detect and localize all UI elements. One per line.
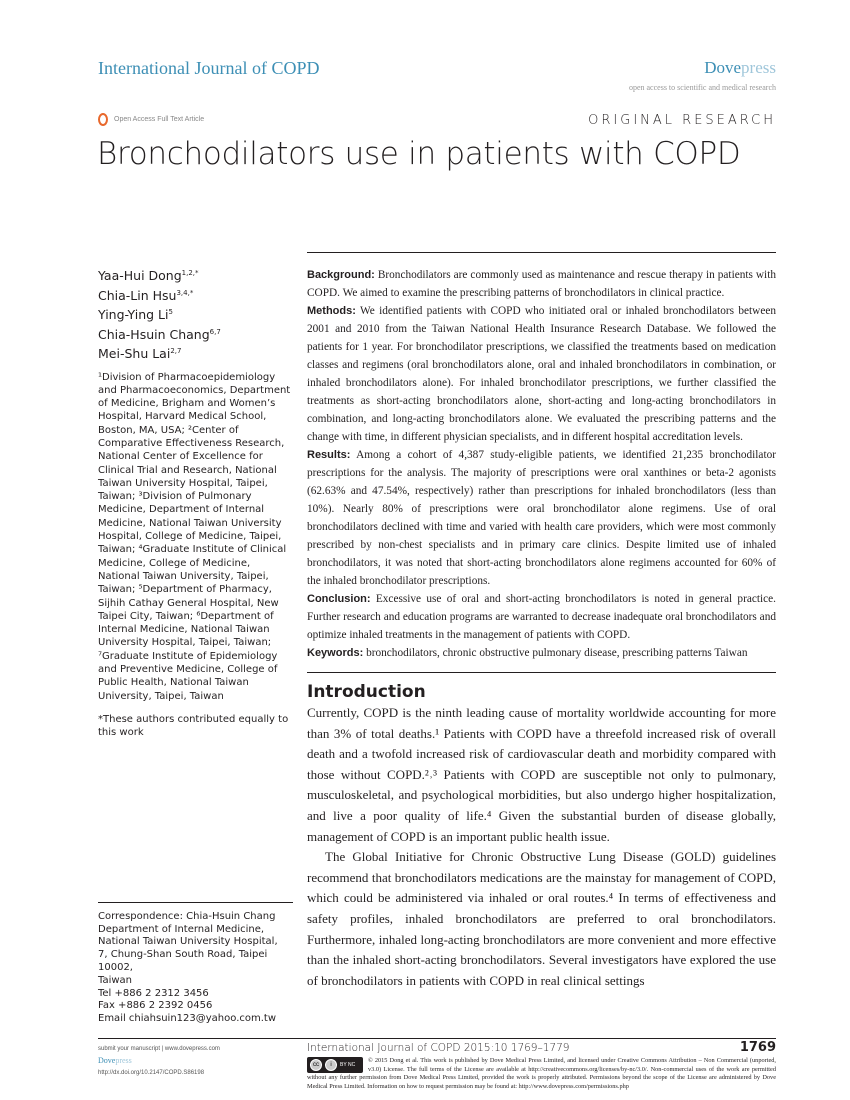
submit-link[interactable]: submit your manuscript | www.dovepress.com	[98, 1046, 220, 1052]
by-icon: i	[325, 1059, 337, 1071]
correspondence-line: 7, Chung-Shan South Road, Taipei 10002,	[98, 949, 268, 974]
doi-link[interactable]: http://dx.doi.org/10.2147/COPD.S86198	[98, 1070, 205, 1076]
author: Chia-Hsuin Chang$^{6,7}$	[98, 326, 221, 342]
cc-icon: cc	[310, 1059, 322, 1071]
author: Ying-Ying Li$^5$	[98, 307, 173, 322]
footer-divider	[98, 1038, 776, 1039]
abstract-methods: Methods: We identified patients with COPD who initiated oral or inhaled bronchodilators between 2001 and 2010 from the Taiwan National Health Insurance Research Database. We followed the patients for 1 year. For bronchodilator prescriptions, we classified the treatments based on medication classes and regimens (oral bronchodilators alone, oral and inhaled bronchodilators in combination, or inhaled bronchodilators alone). For inhaled bronchodilator prescriptions, we further classified the treatments as short-acting bronchodilators alone, short-acting and long-acting bronchodilators in combination, and long-acting bronchodilators alone. We evaluated the prescribing patterns and the change with time, in different physician specialists, and in different hospital accreditation levels.	[307, 305, 776, 443]
license-text: © 2015 Dong et al. This work is published by Dove Medical Press Limited, and licensed under Creative Commons Attribution – Non Commercial (unported, v3.0) License. The full terms of the License are available at http://creativecommons.org/licenses/by-nc/3.0/. Non-commercial uses of the work are permitted without any further permission from Dove Medical Press Limited, provided the work is properly attributed. Permissions beyond the scope of the License are administered by Dove Medical Press Limited. Information on how to request permission may be found at: http://www.dovepress.com/permissions.php	[307, 1057, 776, 1090]
license-block	[307, 1057, 776, 1091]
equal-contribution-note: *These authors contributed equally to this work	[98, 713, 289, 739]
correspondence-line: National Taiwan University Hospital,	[98, 936, 278, 948]
open-access-lock-icon	[98, 113, 108, 126]
introduction-body	[307, 703, 776, 991]
correspondence-line: Tel +886 2 2312 3456	[98, 987, 209, 999]
section-heading: Introduction	[307, 682, 426, 702]
publisher-logo	[704, 58, 776, 78]
paragraph: The Global Initiative for Chronic Obstructive Lung Disease (GOLD) guidelines recommend that bronchodilators medications are the mainstay for management of COPD, which could be administered via inhaled or oral routes.⁴ In terms of effectiveness and safety profiles, inhaled bronchodilators are preferred to oral bronchodilators. Furthermore, inhaled long-acting bronchodilators are more convenient and more effective than the inhaled short-acting bronchodilators. Several investigators have explored the use of bronchodilators in patients with COPD in real clinical settings	[307, 849, 776, 988]
right-column	[307, 252, 776, 1036]
open-access-text: Open Access Full Text Article	[114, 116, 205, 123]
author-list	[98, 266, 293, 364]
correspondence-line: Fax +886 2 2392 0456	[98, 1000, 213, 1012]
left-column	[98, 266, 293, 1026]
open-access-label	[98, 113, 204, 126]
publisher-name-b: press	[741, 58, 776, 77]
abstract	[307, 266, 776, 673]
correspondence-email[interactable]: Email chiahsuin123@yahoo.com.tw	[98, 1013, 277, 1025]
footer-left	[98, 1043, 293, 1079]
author: Mei-Shu Lai$^{2,7}$	[98, 346, 182, 361]
abstract-results: Results: Among a cohort of 4,387 study-eligible patients, we identified 21,235 bronchodilator prescriptions for the analysis. The majority of prescriptions were oral xanthines or beta-2 agonists (62.63% and 47.54%, respectively) rather than prescriptions for inhaled bronchodilators (less than 10%). Nearly 80% of prescriptions were oral bronchodilator alone regimens. Use of oral bronchodilators declined with time and varied with health care providers, which were most commonly prescribed by non-chest specialists and in primary care clinics. Despite limited use of inhaled bronchodilators, it was noted that short-acting bronchodilators alone regimens accounted for 60% of the inhaled bronchodilator prescriptions.	[307, 449, 776, 587]
correspondence	[98, 902, 293, 1026]
keywords: Keywords: bronchodilators, chronic obstructive pulmonary disease, prescribing patterns Taiwan	[307, 647, 748, 659]
correspondence-line: Taiwan	[98, 974, 133, 986]
cc-label: BY NC	[340, 1062, 356, 1068]
page-number: 1769	[739, 1040, 776, 1055]
abstract-background: Background: Bronchodilators are commonly used as maintenance and rescue therapy in patients with COPD. We aimed to examine the prescribing patterns of bronchodilators in clinical practice.	[307, 269, 776, 299]
correspondence-line: Department of Internal Medicine,	[98, 923, 265, 935]
article-title: Bronchodilators use in patients with COPD	[97, 136, 741, 172]
article-type: ORIGINAL RESEARCH	[588, 113, 776, 128]
paragraph: Currently, COPD is the ninth leading cause of mortality worldwide accounting for more than 3% of total deaths.¹ Patients with COPD have a threefold increased risk of overall death and a twofold increased risk of cardiovascular death and morbidity compared with those without COPD.²˒³ Patients with COPD are susceptible not only to pulmonary, musculoskeletal, and psychological morbidities, but also undergo higher hospitalization, and live a poor quality of life.⁴ Given the substantial burden of disease globally, management of COPD is an important public health issue.	[307, 705, 776, 844]
abstract-conclusion: Conclusion: Excessive use of oral and short-acting bronchodilators is noted in general practice. Further research and education programs are warranted to decrease inadequate oral bronchodilators and optimize inhaled treatments in the management of patients with COPD.	[307, 593, 776, 641]
correspondence-line: Correspondence: Chia-Hsuin Chang	[98, 910, 276, 922]
cc-license-badge	[307, 1057, 363, 1073]
author: Yaa-Hui Dong$^{1,2,*}$	[98, 268, 199, 283]
footer-publisher: Dovepress	[98, 1056, 132, 1065]
author: Chia-Lin Hsu$^{3,4,*}$	[98, 287, 194, 303]
affiliations: ¹Division of Pharmacoepidemiology and Pharmacoeconomics, Department of Medicine, Brigham and Women’s Hospital, Harvard Medical School, Boston, MA, USA; ²Center of Comparative Effectiveness Research, National Center of Excellence for Clinical Trial and Research, National Taiwan University Hospital, Taipei, Taiwan; ³Division of Pulmonary Medicine, Department of Internal Medicine, National Taiwan University Hospital, College of Medicine, Taipei, Taiwan; ⁴Graduate Institute of Clinical Medicine, College of Medicine, National Taiwan University, Taipei, Taiwan; ⁵Department of Pharmacy, Sijhih Cathay General Hospital, New Taipei City, Taiwan; ⁶Department of Internal Medicine, National Taiwan University Hospital, Taipei, Taiwan; ⁷Graduate Institute of Epidemiology and Preventive Medicine, College of Public Health, National Taiwan University, Taipei, Taiwan	[98, 371, 291, 702]
journal-title: International Journal of COPD	[98, 58, 320, 78]
publisher-tagline: open access to scientific and medical research	[628, 83, 776, 92]
citation: International Journal of COPD 2015:10 1769–1779	[307, 1042, 570, 1054]
publisher-name-a: Dove	[704, 58, 742, 77]
